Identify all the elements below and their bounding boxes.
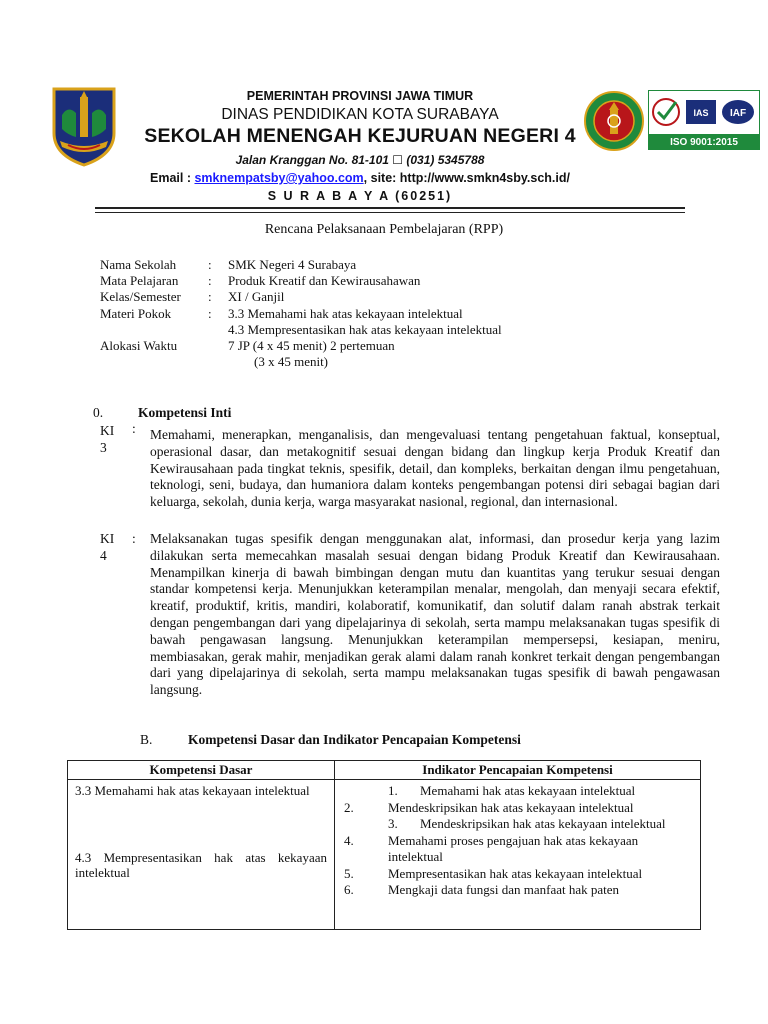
indicator-item: 2. Mendeskripsikan hak atas kekayaan intelektual [344,799,634,815]
header-contact [120,171,600,185]
header-city: S U R A B A Y A (60251) [267,189,453,203]
ki4-label-top: KI [100,531,115,546]
header-department: DINAS PENDIDIKAN KOTA SURABAYA [221,106,499,123]
identity-colon [208,354,228,370]
ki3-text: Memahami, menerapkan, menganalisis, dan mengevaluasi tentang pengetahuan faktual, konseptual, operasional dasar, dan metakognitif sesuai dengan bidang dan lingkup kerja Produk Kreatif dan Kewirausahaan pada tingkat teknis, spesifik, detail, dan kompleks, berkaitan dengan ilmu pengetahuan, teknologi, seni, budaya, dan humaniora dalam konteks pengembangan potensi diri sebagai bagian dari keluarga, sekolah, dunia kerja, warga masyarakat nasional, regional, dan internasional. [150,427,720,510]
ki3-label-num: 3 [100,439,107,455]
identity-row [100,273,502,289]
ki4-colon: : [132,531,136,546]
identity-value: SMK Negeri 4 Surabaya [228,257,357,272]
identity-label: Kelas/Semester [100,289,181,305]
indicator-cell [335,780,701,930]
indicator-item: 6. Mengkaji data fungsi dan manfaat hak paten [344,882,620,897]
kd-spacer [69,801,333,848]
identity-label [100,354,208,370]
identity-value: 4.3 Mempresentasikan hak atas kekayaan intelektual [228,321,502,337]
identity-value: 7 JP (4 x 45 menit) 2 pertemuan [228,338,395,354]
competency-table [67,760,701,930]
svg-text:IAF: IAF [729,108,747,119]
identity-value: XI / Ganjil [228,289,285,305]
identity-colon [208,338,228,354]
identity-label: Materi Pokok [100,305,172,321]
identity-block [100,257,502,370]
identity-label: Nama Sekolah [100,257,177,272]
identity-value: (3 x 45 menit) [228,354,329,370]
section-b-number: B. [140,732,153,747]
section-b-title: Kompetensi Dasar dan Indikator Pencapaian Kompetensi [188,732,521,747]
ki4-label-num: 4 [100,547,107,563]
section-a-title: Kompetensi Inti [138,405,232,420]
header-divider [95,207,685,209]
identity-colon: : [208,289,212,305]
header-school-name: SEKOLAH MENENGAH KEJURUAN NEGERI 4 [144,125,576,147]
ki3-colon: : [132,421,136,436]
identity-colon [208,322,228,338]
ki3-label-top: KI [100,423,115,438]
header-kompetensi-dasar: Kompetensi Dasar [68,761,335,780]
email-link[interactable]: smknempatsby@yahoo.com [194,171,364,185]
ki4-text: Melaksanakan tugas spesifik dengan menggunakan alat, informasi, dan prosedur kerja yang lazim dilakukan serta memecahkan masalah sesuai dengan bidang Produk Kreatif dan Kewirausahaan. Menampilkan kinerja di bawah bimbingan dengan mutu dan kuantitas yang terukur sesuai dengan standar kompetensi kerja. Menunjukkan keterampilan menalar, mengolah, dan menyaji secara efektif, kreatif, produktif, kritis, mandiri, kolaboratif, komunikatif, dan solutif dalam ranah abstrak terkait dengan pengembangan dari yang dipelajarinya di sekolah, serta mampu melaksanakan tugas spesifik di bawah pengawasan langsung. Menunjukkan keterampilan mempersepsi, kesiapan, meniru, membiasakan, gerak mahir, menjadikan gerak alami dalam ranah konkret terkait dengan pengembangan dari yang dipelajarinya di sekolah, serta mampu melaksanakan tugas spesifik di bawah pengawasan langsung. [150,531,720,698]
indicator-item: 5. Mempresentasikan hak atas kekayaan intelektual [344,865,643,881]
identity-label: Mata Pelajaran [100,273,179,289]
indicator-item: 4. Memahami proses pengajuan hak atas kekayaan intelektual [344,832,639,864]
iso-label: ISO 9001:2015 [670,137,738,148]
kd-cell [68,780,335,930]
identity-colon: : [208,273,212,289]
indicator-item: 3. Mendeskripsikan hak atas kekayaan intelektual [388,816,666,831]
kd-item-4-3: 4.3 Mempresentasikan hak atas kekayaan intelektual [75,849,327,880]
header-address: Jalan Kranggan No. 81-101 ☐ (031) 5345788 [235,153,485,167]
ki4-label [100,531,130,564]
svg-text:IAS: IAS [693,108,709,118]
section-a-number: 0. [93,405,104,420]
indicator-item: 1. Memahami hak atas kekayaan intelektual [388,783,636,798]
identity-row [100,257,502,273]
kd-item-3-3: 3.3 Memahami hak atas kekayaan intelektual [75,783,310,798]
email-label: Email : [150,171,195,185]
table-row [68,780,701,930]
identity-row [100,354,502,370]
header-indikator: Indikator Pencapaian Kompetensi [335,761,701,780]
identity-row [100,322,502,338]
header-divider-thin [95,212,685,213]
identity-row [100,289,502,305]
identity-colon: : [208,305,212,321]
identity-value: Produk Kreatif dan Kewirausahawan [228,273,421,289]
ki3-label [100,423,130,456]
identity-value: 3.3 Memahami hak atas kekayaan intelektual [228,305,463,321]
site-text: , site: http://www.smkn4sby.sch.id/ [363,171,570,185]
table-header-row [68,761,701,780]
identity-row [100,338,502,354]
identity-label: Alokasi Waktu [100,338,178,354]
jawa-timur-emblem-icon [48,85,120,167]
identity-label [100,322,208,338]
identity-row [100,306,502,322]
header-province: PEMERINTAH PROVINSI JAWA TIMUR [246,89,474,103]
identity-colon: : [208,257,212,272]
document-title: Rencana Pelaksanaan Pembelajaran (RPP) [264,222,504,237]
indicator-list [336,781,699,901]
